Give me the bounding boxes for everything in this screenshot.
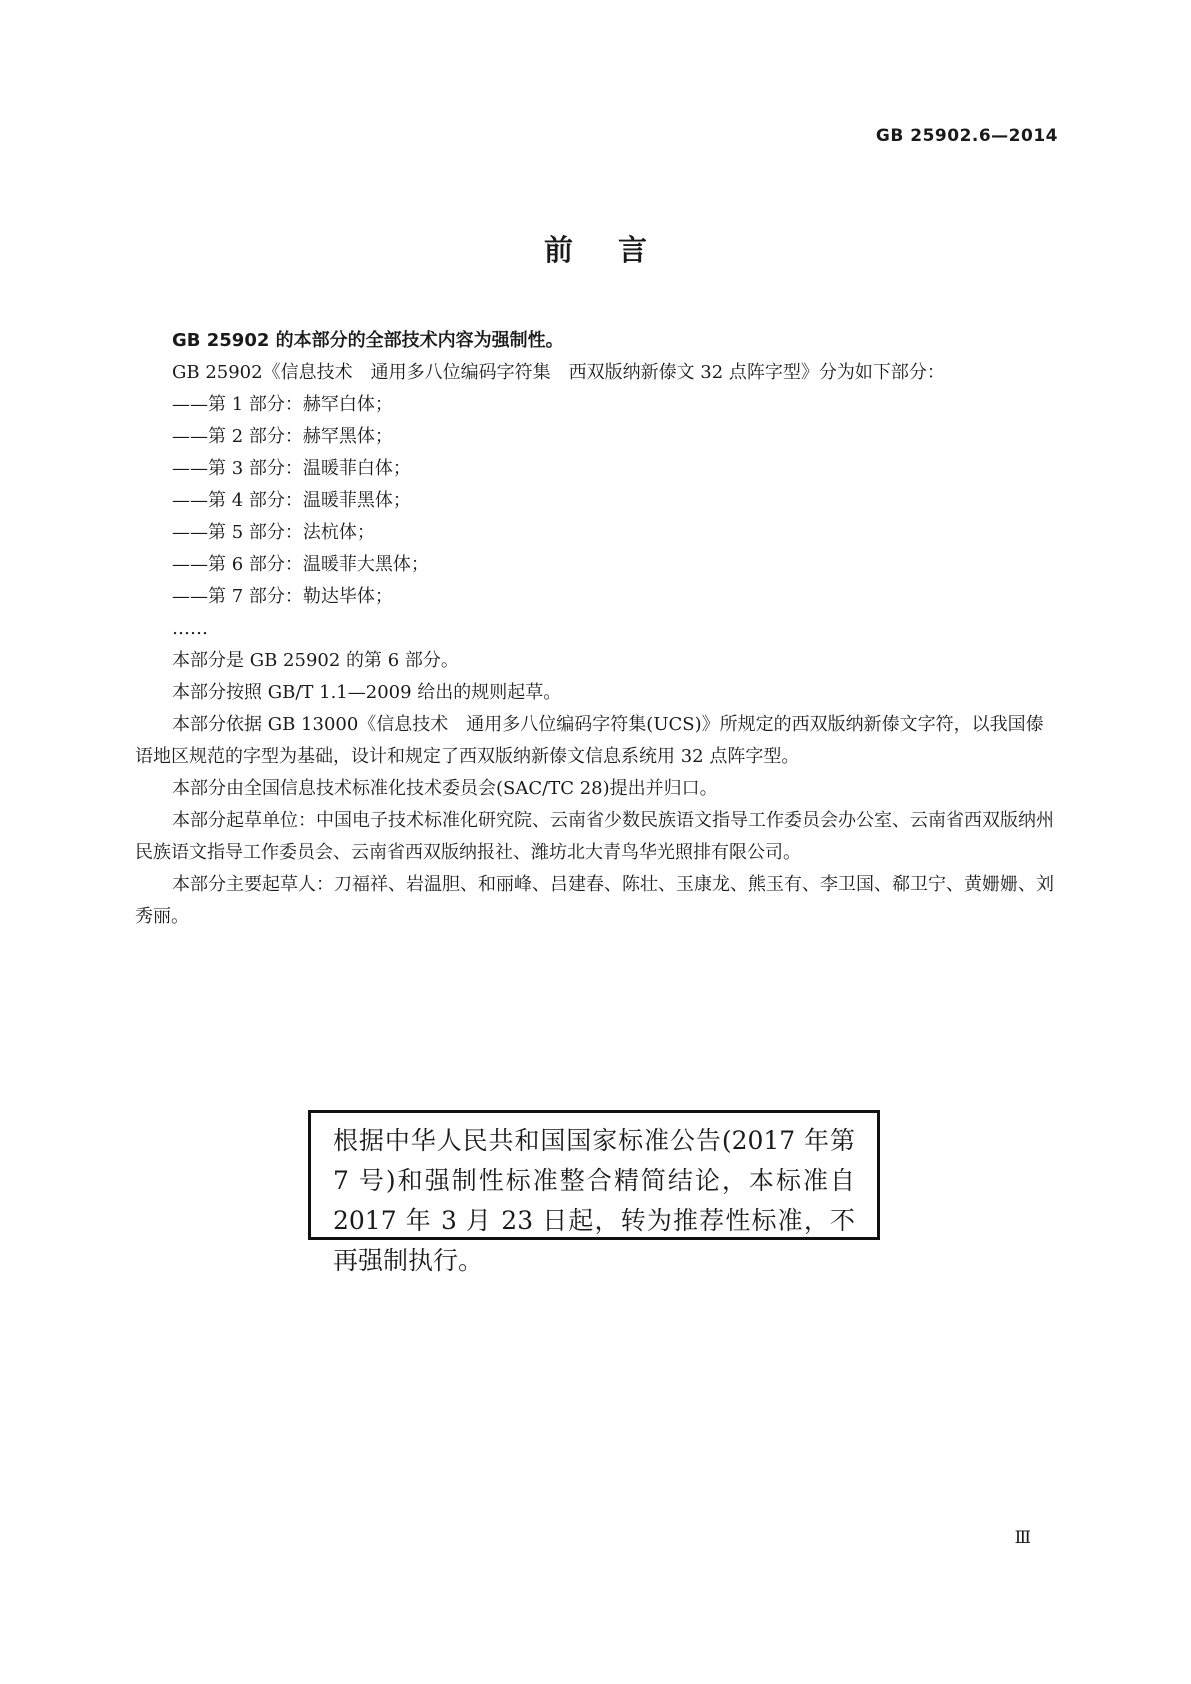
mandatory-statement: GB 25902 的本部分的全部技术内容为强制性。 (172, 330, 564, 351)
part-list-item: ——第 6 部分：温暖菲大黑体； (172, 554, 429, 575)
part-list-item: ——第 1 部分：赫罕白体； (172, 394, 393, 415)
drafting-rules-statement: 本部分按照 GB/T 1.1—2009 给出的规则起草。 (172, 682, 562, 703)
proposed-by-statement: 本部分由全国信息技术标准化技术委员会(SAC/TC 28)提出并归口。 (172, 778, 718, 799)
part-list-item: ——第 3 部分：温暖菲白体； (172, 458, 411, 479)
drafters-statement: 本部分主要起草人：刀福祥、岩温胆、和丽峰、吕建春、陈壮、玉康龙、熊玉有、李卫国、郗卫宁、黄姗姗、刘秀丽。 (135, 874, 1054, 927)
page-number: Ⅲ (1014, 1528, 1031, 1548)
standard-code: GB 25902.6—2014 (875, 126, 1058, 146)
drafting-units-statement: 本部分起草单位：中国电子技术标准化研究院、云南省少数民族语文指导工作委员会办公室、云南省西双版纳州民族语文指导工作委员会、云南省西双版纳报社、潍坊北大青鸟华光照排有限公司。 (135, 810, 1054, 863)
part-list-item: ——第 2 部分：赫罕黑体； (172, 426, 393, 447)
part-number-statement: 本部分是 GB 25902 的第 6 部分。 (172, 650, 459, 671)
part-list-item: ——第 7 部分：勒达毕体； (172, 586, 393, 607)
part-list-ellipsis: …… (172, 618, 208, 639)
foreword-body (135, 325, 1060, 933)
structure-intro: GB 25902《信息技术 通用多八位编码字符集 西双版纳新傣文 32 点阵字型》分为如下部分： (172, 362, 945, 383)
part-list-item: ——第 5 部分：法杭体； (172, 522, 375, 543)
notice-box: 根据中华人民共和国国家标准公告(2017 年第 7 号)和强制性标准整合精简结论，本标准自 2017 年 3 月 23 日起，转为推荐性标准，不再强制执行。 (308, 1110, 880, 1240)
basis-statement: 本部分依据 GB 13000《信息技术 通用多八位编码字符集(UCS)》所规定的西双版纳新傣文字符，以我国傣语地区规范的字型为基础，设计和规定了西双版纳新傣文信息系统用 32 点阵字型。 (135, 714, 1044, 767)
page-title: 前言 (543, 233, 692, 267)
part-list-item: ——第 4 部分：温暖菲黑体； (172, 490, 411, 511)
